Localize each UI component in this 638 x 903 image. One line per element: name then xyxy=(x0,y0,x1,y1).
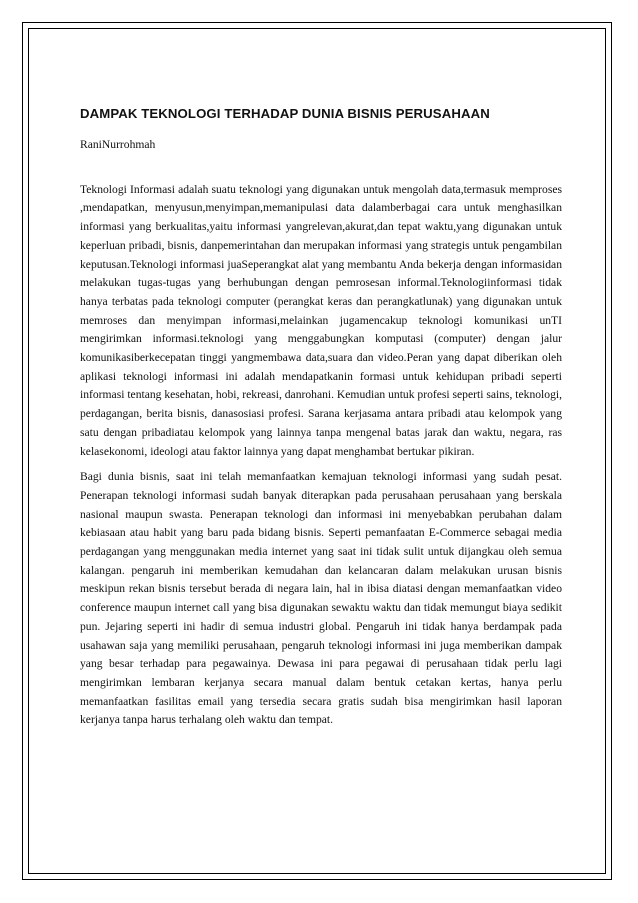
document-title: DAMPAK TEKNOLOGI TERHADAP DUNIA BISNIS PERUSAHAAN xyxy=(80,106,490,121)
paragraph-2: Bagi dunia bisnis, saat ini telah memanfaatkan kemajuan teknologi informasi yang sudah pesat. Penerapan teknologi informasi sudah banyak diterapkan pada perusahaan perusahaan yang berskala nasional maupun swasta. Penerapan teknologi dan informasi ini menyebabkan perubahan dalam kebiasaan atau habit yang baru pada bidang bisnis. Seperti pemanfaatan E-Commerce sebagai media perdagangan yang menggunakan media internet yang saat ini tidak sulit untuk dijangkau oleh semua kalangan. pengaruh ini memberikan kemudahan dan kelancaran dalam melakukan urusan bisnis meskipun rekan bisnis tersebut berada di negara lain, hal in ibisa diatasi dengan memanfaatkan video conference maupun internet call yang bisa digunakan sewaktu waktu dan tidak memungut biaya sedikit pun. Jejaring seperti ini hadir di semua industri global. Pengaruh ini tidak hanya berdampak pada usahawan saja yang memiliki perusahaan, pengaruh teknologi informasi ini juga memberikan dampak yang besar terhadap para pegawainya. Dewasa ini para pegawai di perusahaan tidak perlu lagi mengirimkan lembaran kerjanya secara manual dalam bentuk cetakan kertas, hanya perlu memanfaatkan fasilitas email yang tersedia secara gratis sudah bisa mengirimkan hasil laporan kerjanya tanpa harus terhalang oleh waktu dan tempat. xyxy=(80,470,562,727)
document-body xyxy=(80,106,562,730)
paragraph-1: Teknologi Informasi adalah suatu teknologi yang digunakan untuk mengolah data,termasuk memproses ,mendapatkan, menyusun,menyimpan,memanipulasi data dalamberbagai cara untuk menghasilkan informasi yang berkualitas,yaitu informasi yangrelevan,akurat,dan tepat waktu,yang digunakan untuk keperluan pribadi, bisnis, danpemerintahan dan merupakan informasi yang strategis untuk pengambilan keputusan.Teknologi informasi juaSeperangkat alat yang membantu Anda bekerja dengan informasidan melakukan tugas-tugas yang berhubungan dengan pemrosesan informal.Teknologiinformasi tidak hanya terbatas pada teknologi computer (perangkat keras dan perangkatlunak) yang digunakan untuk memroses dan menyimpan informasi,melainkan jugamencakup teknologi komunikasi unTI mengirimkan informasi.teknologi yang menggabungkan komputasi (computer) dengan jalur komunikasiberkecepatan tinggi yangmembawa data,suara dan video.Peran yang dapat diberikan oleh aplikasi teknologi informasi ini adalah mendapatkanin formasi untuk kehidupan pribadi seperti informasi tentang kesehatan, hobi, rekreasi, danrohani. Kemudian untuk profesi seperti sains, teknologi, perdagangan, berita bisnis, danasosiasi profesi. Sarana kerjasama antara pribadi atau kelompok yang satu dengan pribadiatau kelompok yang lainnya tanpa mengenal batas jarak dan waktu, negara, ras kelasekonomi, ideologi atau faktor lainnya yang dapat menghambat bertukar pikiran. xyxy=(80,182,562,458)
document-author: RaniNurrohmah xyxy=(80,138,156,151)
